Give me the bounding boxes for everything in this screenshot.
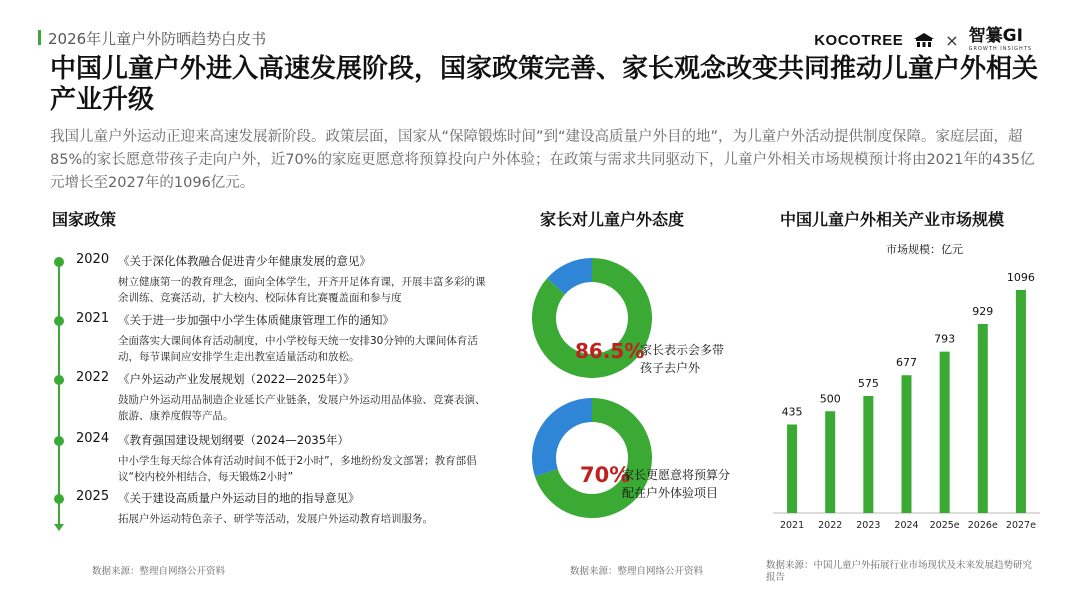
kocotree-logo: KOCOTREE — [814, 31, 904, 49]
market-bar — [940, 352, 950, 513]
timeline-dot — [54, 316, 64, 326]
timeline-arrow-icon — [54, 524, 64, 531]
bar-value-label: 435 — [781, 405, 803, 419]
x-tick-label: 2027e — [1005, 520, 1036, 531]
timeline-year: 2020 — [76, 252, 110, 267]
x-tick-label: 2021 — [779, 520, 805, 531]
x-tick-label: 2026e — [967, 520, 998, 531]
bar-value-label: 929 — [972, 304, 994, 318]
policy-description: 全面落实大课间体育活动制度，中小学校每天统一安排30分钟的大课间体育活动，每节课间应安排学生走出教室适量活动和放松。 — [118, 335, 478, 363]
market-bar — [978, 324, 988, 513]
bar-value-label: 575 — [857, 377, 879, 390]
x-tick-label: 2025e — [929, 520, 960, 531]
timeline-year: 2024 — [76, 431, 110, 446]
market-bar — [902, 375, 912, 513]
x-tick-label: 2024 — [894, 520, 919, 531]
donut-description: 家长表示会多带孩子去户外 — [640, 343, 725, 375]
timeline-year: 2022 — [76, 370, 110, 385]
bar-value-label: 1096 — [1006, 270, 1035, 284]
x-tick-label: 2022 — [818, 520, 843, 531]
header-accent-bar — [38, 30, 41, 45]
policy-description: 树立健康第一的教育理念，面向全体学生，开齐开足体育课，开展丰富多彩的课余训练、竞赛活动，扩大校内、校际体育比赛覆盖面和参与度 — [118, 276, 486, 304]
timeline-dot — [54, 494, 64, 504]
logo-separator: × — [945, 30, 959, 50]
attitude-source-note: 数据来源：整理自网络公开资料 — [570, 566, 704, 577]
market-section-title: 中国儿童户外相关产业市场规模 — [780, 210, 1005, 229]
page-headline: 中国儿童户外进入高速发展阶段，国家政策完善、家长观念改变共同推动儿童户外相关产业升级 — [50, 54, 1039, 115]
report-title: 2026年儿童户外防晒趋势白皮书 — [48, 30, 267, 48]
attitude-section-title: 家长对儿童户外态度 — [540, 210, 685, 229]
timeline-dot — [54, 257, 64, 267]
x-tick-label: 2023 — [856, 520, 881, 531]
policy-description: 中小学生每天综合体育活动时间不低于2小时”，多地纷纷发文部署；教育部倡议“校内校外相结合，每天锻炼2小时” — [118, 455, 477, 483]
market-source-note: 数据来源：中国儿童户外拓展行业市场现状及未来发展趋势研究报告 — [766, 560, 1033, 583]
market-size-bar-chart — [765, 255, 1045, 535]
policy-timeline — [52, 248, 492, 533]
zhizuan-logo-sub: GROWTH INSIGHTS — [968, 46, 1032, 52]
donut-slice-remainder — [556, 270, 592, 286]
bar-value-label: 500 — [819, 392, 841, 406]
zhizuan-logo — [969, 28, 1032, 52]
policy-document: 《关于深化体教融合促进青少年健康发展的意见》 — [118, 254, 371, 268]
timeline-dot — [54, 436, 64, 446]
kocotree-house-icon — [913, 32, 935, 48]
donut-percentage-label: 86.5% — [575, 339, 645, 363]
timeline-year: 2021 — [76, 311, 110, 326]
market-unit-label: 市场规模：亿元 — [886, 243, 963, 256]
timeline-dot — [54, 375, 64, 385]
market-bar — [787, 424, 797, 513]
donut-description: 家长更愿意将预算分配在户外体验项目 — [622, 468, 731, 500]
bar-value-label: 793 — [934, 332, 956, 346]
policy-document: 《关于建设高质量户外运动目的地的指导意见》 — [118, 491, 360, 505]
policy-document: 《教育强国建设规划纲要（2024—2035年） — [118, 433, 350, 447]
policy-document: 《户外运动产业发展规划（2022—2025年）》 — [118, 372, 355, 386]
policy-source-note: 数据来源：整理自网络公开资料 — [92, 566, 226, 577]
market-bar — [1016, 290, 1026, 513]
market-bar — [863, 396, 873, 513]
timeline-year: 2025 — [76, 489, 110, 504]
donut-percentage-label: 70% — [580, 463, 631, 487]
timeline-line — [58, 258, 60, 528]
policy-document: 《关于进一步加强中小学生体质健康管理工作的通知》 — [118, 313, 394, 327]
bar-value-label: 677 — [896, 356, 917, 370]
policy-description: 拓展户外运动特色亲子、研学等活动，发展户外运动教育培训服务。 — [118, 513, 433, 525]
market-bar — [825, 411, 835, 513]
partner-logos — [814, 28, 1032, 52]
zhizuan-logo-text: 智纂GI — [968, 26, 1023, 46]
policy-section-title: 国家政策 — [52, 210, 117, 229]
intro-paragraph: 我国儿童户外运动正迎来高速发展新阶段。政策层面，国家从“保障锻炼时间”到“建设高质量户外目的地”，为儿童户外活动提供制度保障。家庭层面，超85%的家长愿意带孩子走向户外，近70%的家庭更愿意将预算投向户外体验；在政策与需求共同驱动下，儿童户外相关市场规模预计将由2021年的435亿元增长至2027年的1096亿元。 — [50, 129, 1035, 191]
policy-description: 鼓励户外运动用品制造企业延长产业链条，发展户外运动用品体验、竞赛表演、旅游、康养度假等产品。 — [118, 394, 486, 422]
